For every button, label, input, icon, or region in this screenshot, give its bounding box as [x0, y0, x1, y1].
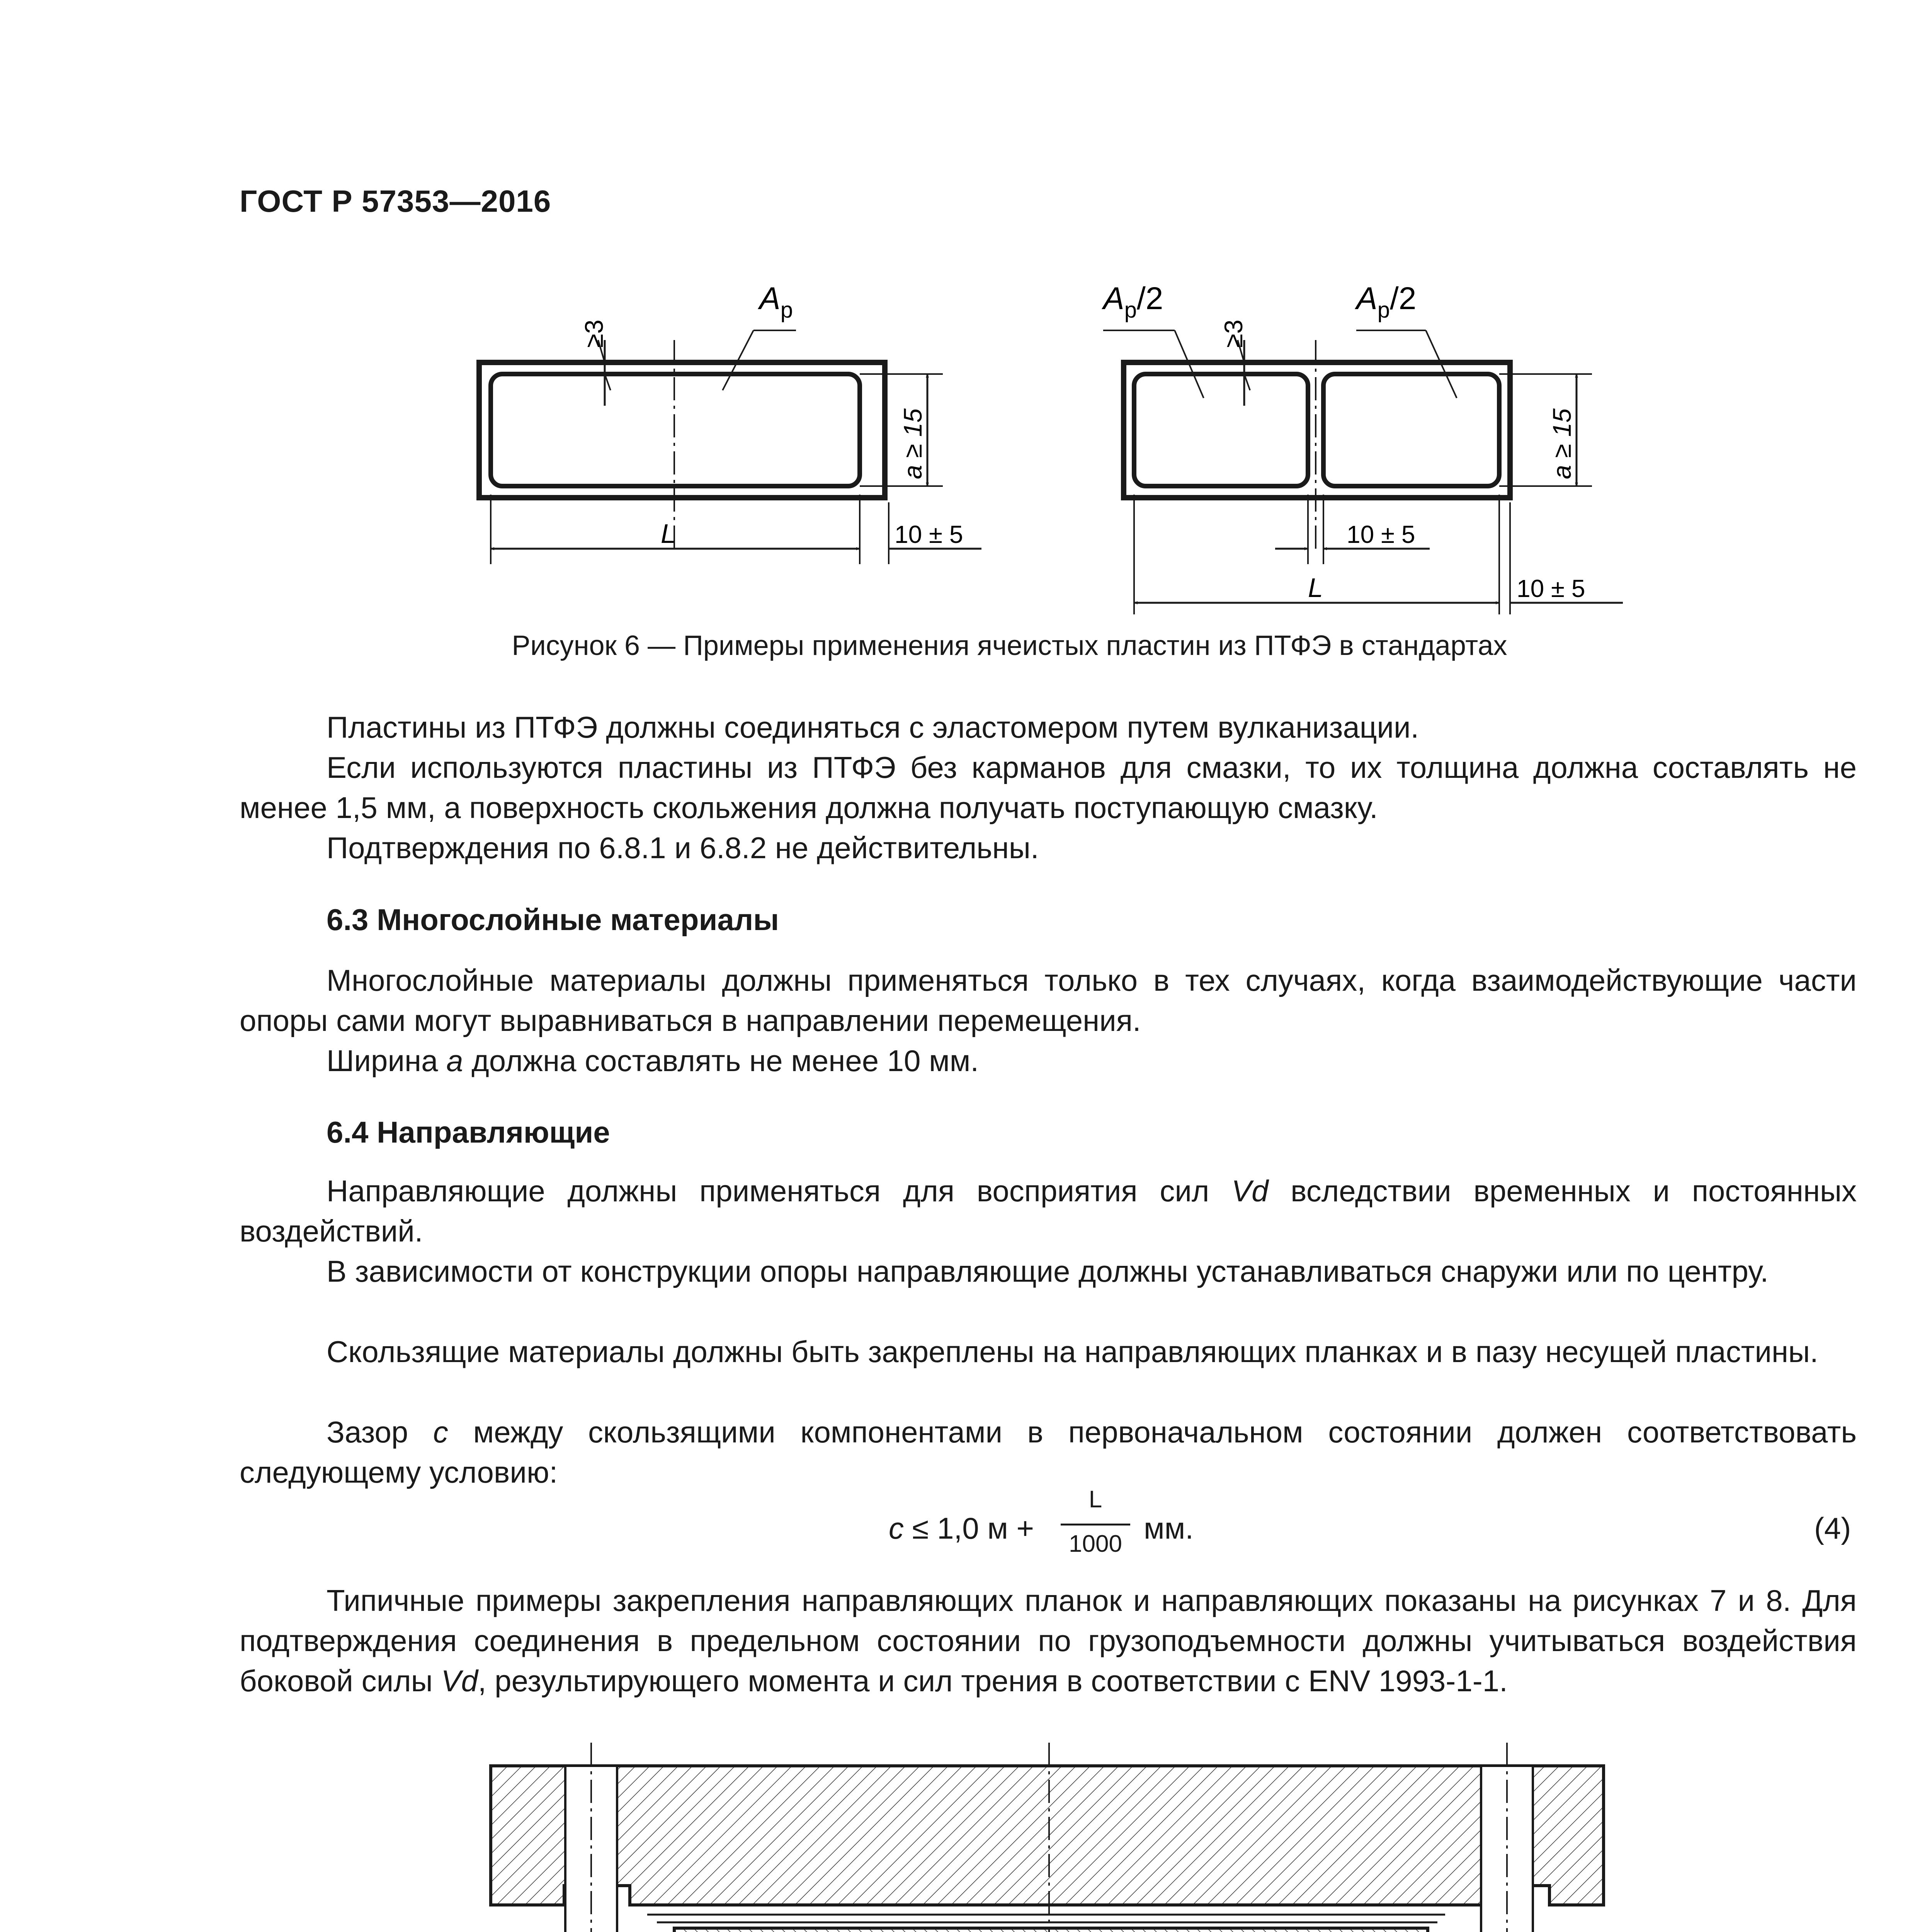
paragraph: Многослойные материалы должны применяться только в тех случаях, когда взаимодействующие части опоры сами могут выравниваться в направлении перемещения. [240, 963, 1857, 1037]
section-heading-6-4: 6.4 Направляющие [327, 1115, 610, 1149]
equation-4-denominator: 1000 [1069, 1531, 1122, 1557]
figure-7-drawing [0, 1700, 1932, 1932]
figure-6-caption: Рисунок 6 — Примеры применения ячеистых пластин из ПТФЭ в стандартах [512, 630, 1507, 661]
fraction-bar [1061, 1524, 1130, 1526]
section-heading-6-3: 6.3 Многослойные материалы [327, 903, 779, 937]
label-a-left: a ≥ 15 [898, 408, 927, 479]
cell-plate-right [1124, 362, 1510, 498]
cell-pocket-right-a [1134, 374, 1308, 486]
cell-pocket-left [491, 374, 860, 486]
label-min3-left: ≥3 [580, 320, 608, 348]
label-ap-left: $A_p$ [759, 281, 793, 323]
paragraph: Скользящие материалы должны быть закреплены на направляющих планках и в пазу несущей пластины. [327, 1335, 1818, 1369]
document-code: ГОСТ Р 57353—2016 [240, 184, 551, 218]
cell-plate-left [479, 362, 885, 498]
paragraph: Типичные примеры закрепления направляющих планок и направляющих показаны на рисунках 7 и 8. Для подтверждения соединения в предельном состоянии по грузоподъемности должны учитываться воздействия боковой силы Vd, результирующего момента и сил трения в соответствии с ENV 1993-1-1. [240, 1583, 1857, 1698]
equation-4-unit: мм. [1144, 1511, 1194, 1545]
equation-4-numerator: L [1088, 1486, 1102, 1513]
label-ap-half-2: $A_p/2$ [1356, 281, 1417, 323]
cell-pocket-right-b [1323, 374, 1499, 486]
label-a-right: a ≥ 15 [1548, 408, 1576, 479]
paragraph: Пластины из ПТФЭ должны соединяться с эластомером путем вулканизации. [327, 710, 1419, 744]
equation-4-number: (4) [1814, 1511, 1851, 1545]
label-gap-end: 10 ± 5 [1517, 575, 1585, 602]
equation-4-lhs: c ≤ 1,0 м + [889, 1511, 1034, 1545]
label-L-left: L [661, 519, 676, 549]
label-gap-left: 10 ± 5 [895, 520, 963, 548]
paragraph: Ширина a должна составлять не менее 10 мм. [327, 1044, 979, 1078]
figure-6-drawing [0, 0, 1932, 657]
upper-plate [491, 1766, 1604, 1905]
paragraph: Направляющие должны применяться для восприятия сил Vd вследствии временных и постоянных воздействий. [240, 1174, 1857, 1248]
paragraph: Если используются пластины из ПТФЭ без карманов для смазки, то их толщина должна составлять не менее 1,5 мм, а поверхность скольжения должна получать поступающую смазку. [240, 750, 1857, 825]
label-L-right: L [1308, 573, 1323, 603]
paragraph: Подтверждения по 6.8.1 и 6.8.2 не действительны. [327, 831, 1039, 865]
slide-plate [674, 1928, 1428, 1932]
label-min3-right: ≥3 [1219, 320, 1248, 348]
paragraph: В зависимости от конструкции опоры направляющие должны устанавливаться снаружи или по центру. [327, 1254, 1769, 1288]
paragraph: Зазор c между скользящими компонентами в первоначальном состоянии должен соответствовать следующему условию: [240, 1415, 1857, 1489]
label-gap-mid: 10 ± 5 [1347, 520, 1415, 548]
label-ap-half-1: $A_p/2$ [1103, 281, 1163, 323]
